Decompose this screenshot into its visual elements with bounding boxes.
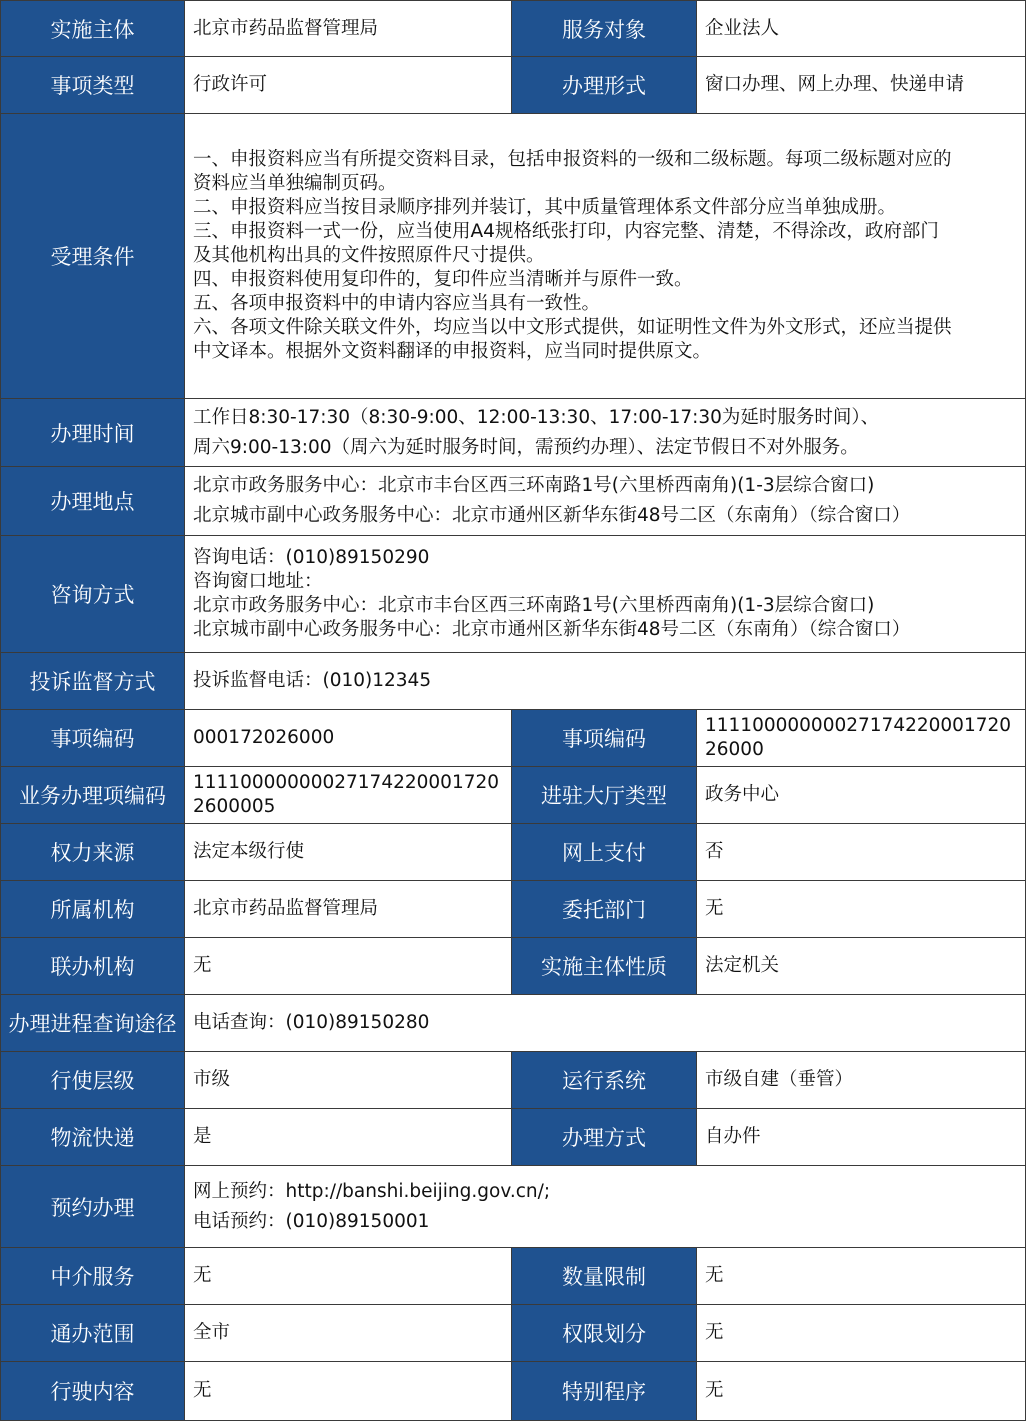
field-label: 办理形式	[512, 57, 697, 114]
value-text: 全市	[193, 1322, 231, 1343]
value-text: 法定本级行使	[193, 841, 305, 862]
value-text: 000172026000	[193, 727, 335, 748]
value-text: 无	[193, 1265, 212, 1286]
field-value	[185, 995, 1026, 1052]
value-text: 法定机关	[705, 955, 780, 976]
field-label: 办理方式	[512, 1109, 697, 1166]
field-label: 咨询方式	[0, 536, 185, 653]
field-label: 权限划分	[512, 1305, 697, 1362]
value-text: 无	[705, 1265, 724, 1286]
value-line: 五、各项申报资料中的申请内容应当具有一致性。	[193, 293, 601, 314]
value-text: 无	[705, 898, 724, 919]
field-label: 联办机构	[0, 938, 185, 995]
value-line: 电话预约：(010)89150001	[193, 1210, 430, 1232]
field-value	[697, 938, 1026, 995]
field-value	[697, 1305, 1026, 1362]
value-line: 北京市政务服务中心：北京市丰台区西三环南路1号(六里桥西南角)(1-3层综合窗口)	[193, 595, 875, 616]
value-text: 行政许可	[193, 74, 268, 95]
field-value	[185, 467, 1026, 536]
field-value	[697, 824, 1026, 881]
field-value	[185, 1305, 512, 1362]
field-value	[697, 1362, 1026, 1421]
field-value	[185, 0, 512, 57]
value-text: 政务中心	[705, 784, 780, 805]
field-value	[185, 57, 512, 114]
value-line: 六、各项文件除关联文件外，均应当以中文形式提供，如证明性文件为外文形式，还应当提供	[193, 317, 952, 338]
value-text: 企业法人	[705, 17, 780, 39]
field-label: 通办范围	[0, 1305, 185, 1362]
field-label: 事项编码	[0, 710, 185, 767]
field-label: 行驶内容	[0, 1362, 185, 1421]
value-line: 四、申报资料使用复印件的，复印件应当清晰并与原件一致。	[193, 269, 693, 290]
field-label: 运行系统	[512, 1052, 697, 1109]
value-text: 电话查询：(010)89150280	[193, 1012, 430, 1033]
value-line: 及其他机构出具的文件按照原件尺寸提供。	[193, 245, 545, 266]
field-value	[697, 767, 1026, 824]
value-text: 窗口办理、网上办理、快递申请	[705, 74, 965, 95]
value-line: 咨询窗口地址：	[193, 571, 323, 592]
field-label: 委托部门	[512, 881, 697, 938]
field-label: 事项编码	[512, 710, 697, 767]
field-value	[185, 824, 512, 881]
value-text: 市级自建（垂管）	[705, 1069, 854, 1090]
value-text: 市级	[193, 1069, 231, 1090]
value-line: 资料应当单独编制页码。	[193, 173, 397, 194]
field-value	[185, 710, 512, 767]
field-label: 特别程序	[512, 1362, 697, 1421]
field-label: 办理进程查询途径	[0, 995, 185, 1052]
value-line: 北京城市副中心政务服务中心：北京市通州区新华东街48号二区（东南角）（综合窗口）	[193, 619, 911, 640]
value-line: 中文译本。根据外文资料翻译的申报资料，应当同时提供原文。	[193, 341, 712, 362]
field-label: 受理条件	[0, 114, 185, 399]
field-label: 实施主体	[0, 0, 185, 57]
field-value	[697, 57, 1026, 114]
field-label: 网上支付	[512, 824, 697, 881]
field-label: 事项类型	[0, 57, 185, 114]
value-text: 无	[193, 1380, 212, 1401]
field-value	[185, 881, 512, 938]
field-value	[697, 1248, 1026, 1305]
field-value	[185, 536, 1026, 653]
field-value	[185, 1109, 512, 1166]
value-text: 无	[193, 955, 212, 976]
field-label: 预约办理	[0, 1166, 185, 1248]
value-text: 无	[705, 1380, 724, 1401]
value-text: 自办件	[705, 1126, 761, 1147]
field-label: 物流快递	[0, 1109, 185, 1166]
value-text: 北京市药品监督管理局	[193, 17, 379, 39]
value-line: 工作日8:30-17:30（8:30-9:00、12:00-13:30、17:00-17:30为延时服务时间）、	[193, 406, 880, 428]
field-value	[185, 1362, 512, 1421]
field-value	[697, 1052, 1026, 1109]
field-value	[185, 114, 1026, 399]
field-value	[185, 1166, 1026, 1248]
field-label: 中介服务	[0, 1248, 185, 1305]
value-line: 网上预约：http://banshi.beijing.gov.cn/;	[193, 1180, 551, 1202]
value-line: 二、申报资料应当按目录顺序排列并装订，其中质量管理体系文件部分应当单独成册。	[193, 197, 897, 218]
value-line: 北京城市副中心政务服务中心：北京市通州区新华东街48号二区（东南角）（综合窗口）	[193, 505, 911, 526]
field-value	[185, 938, 512, 995]
value-line: 北京市政务服务中心：北京市丰台区西三环南路1号(六里桥西南角)(1-3层综合窗口)	[193, 475, 875, 496]
field-value	[697, 710, 1026, 767]
field-value	[185, 399, 1026, 467]
field-label: 行使层级	[0, 1052, 185, 1109]
value-text: 北京市药品监督管理局	[193, 898, 379, 919]
field-label: 权力来源	[0, 824, 185, 881]
value-text: 否	[705, 841, 724, 862]
field-label: 实施主体性质	[512, 938, 697, 995]
value-line: 一、申报资料应当有所提交资料目录，包括申报资料的一级和二级标题。每项二级标题对应的	[193, 149, 952, 170]
value-text: 投诉监督电话：(010)12345	[193, 670, 432, 691]
field-value	[697, 0, 1026, 57]
field-label: 业务办理项编码	[0, 767, 185, 824]
field-value	[185, 653, 1026, 710]
field-label: 数量限制	[512, 1248, 697, 1305]
field-label: 进驻大厅类型	[512, 767, 697, 824]
value-line: 三、申报资料一式一份，应当使用A4规格纸张打印，内容完整、清楚，不得涂改，政府部门	[193, 221, 939, 242]
field-label: 服务对象	[512, 0, 697, 57]
value-line: 咨询电话：(010)89150290	[193, 547, 430, 568]
field-value	[697, 881, 1026, 938]
field-label: 办理时间	[0, 399, 185, 467]
field-label: 办理地点	[0, 467, 185, 536]
field-value	[185, 1052, 512, 1109]
field-value	[697, 1109, 1026, 1166]
field-label: 投诉监督方式	[0, 653, 185, 710]
field-label: 所属机构	[0, 881, 185, 938]
field-value	[185, 1248, 512, 1305]
value-line: 周六9:00-13:00（周六为延时服务时间，需预约办理）、法定节假日不对外服务。	[193, 436, 859, 458]
value-text: 是	[193, 1126, 212, 1147]
field-value	[185, 767, 512, 824]
value-text: 无	[705, 1322, 724, 1343]
value-text: 11110000000027174220001720 26000	[705, 715, 1012, 760]
value-text: 11110000000027174220001720 2600005	[193, 772, 500, 817]
